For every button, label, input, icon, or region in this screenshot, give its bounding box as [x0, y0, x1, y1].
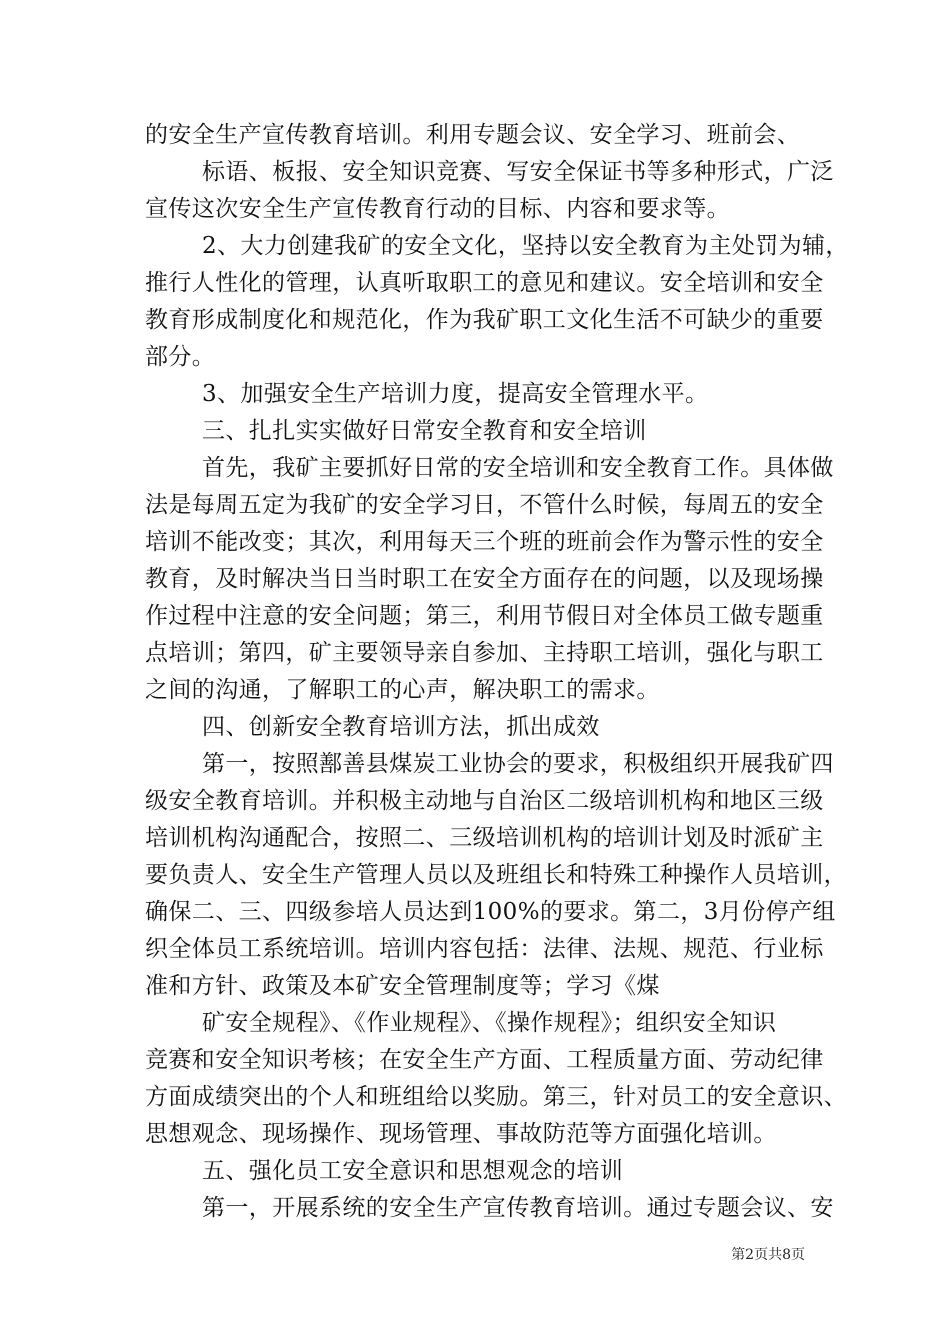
section-heading: 三、扎扎实实做好日常安全教育和安全培训	[202, 418, 647, 444]
text-line: 2、大力创建我矿的安全文化，坚持以安全教育为主处罚为辅，	[202, 233, 849, 259]
text-line: 之间的沟通，了解职工的心声，解决职工的需求。	[145, 677, 660, 703]
text-line: 级安全教育培训。并积极主动地与自治区二级培训机构和地区三级	[145, 788, 824, 814]
text-line: 培训不能改变；其次，利用每天三个班的班前会作为警示性的安全	[145, 529, 824, 555]
text-line: 宣传这次安全生产宣传教育行动的目标、内容和要求等。	[145, 196, 730, 222]
text-line: 矿安全规程》、《作业规程》、《操作规程》；组织安全知识	[202, 1010, 777, 1036]
text-line: 点培训；第四，矿主要领导亲自参加、主持职工培训，强化与职工	[145, 640, 824, 666]
text-line: 准和方针、政策及本矿安全管理制度等；学习《煤	[145, 973, 660, 999]
page-number: 第2页共8页	[731, 1247, 805, 1263]
text-line: 教育，及时解决当日当时职工在安全方面存在的问题，以及现场操	[145, 566, 824, 592]
text-line: 要负责人、安全生产管理人员以及班组长和特殊工种操作人员培训，	[145, 862, 847, 888]
text-line: 思想观念、现场操作、现场管理、事故防范等方面强化培训。	[145, 1121, 777, 1147]
section-heading: 四、创新安全教育培训方法，抓出成效	[202, 714, 600, 740]
text-line: 确保二、三、四级参培人员达到100%的要求。第二，3月份停产组	[145, 899, 836, 925]
text-line: 推行人性化的管理，认真听取职工的意见和建议。安全培训和安全	[145, 270, 824, 296]
text-line: 第一，按照鄯善县煤炭工业协会的要求，积极组织开展我矿四	[202, 751, 834, 777]
text-line: 法是每周五定为我矿的安全学习日，不管什么时候，每周五的安全	[145, 492, 824, 518]
text-line: 竞赛和安全知识考核；在安全生产方面、工程质量方面、劳动纪律	[145, 1047, 824, 1073]
text-line: 标语、板报、安全知识竞赛、写安全保证书等多种形式，广泛	[202, 159, 834, 185]
text-line: 织全体员工系统培训。培训内容包括：法律、法规、规范、行业标	[145, 936, 824, 962]
text-line: 部分。	[145, 344, 216, 370]
text-line: 3、加强安全生产培训力度，提高安全管理水平。	[202, 381, 709, 407]
text-line: 作过程中注意的安全问题；第三，利用节假日对全体员工做专题重	[145, 603, 824, 629]
text-line: 教育形成制度化和规范化，作为我矿职工文化生活不可缺少的重要	[145, 307, 824, 333]
section-heading: 五、强化员工安全意识和思想观念的培训	[202, 1158, 624, 1184]
text-line: 方面成绩突出的个人和班组给以奖励。第三，针对员工的安全意识、	[145, 1084, 847, 1110]
text-line: 的安全生产宣传教育培训。利用专题会议、安全学习、班前会、	[145, 122, 801, 148]
text-line: 培训机构沟通配合，按照二、三级培训机构的培训计划及时派矿主	[145, 825, 824, 851]
text-line: 首先，我矿主要抓好日常的安全培训和安全教育工作。具体做	[202, 455, 834, 481]
text-line: 第一，开展系统的安全生产宣传教育培训。通过专题会议、安	[202, 1195, 834, 1221]
